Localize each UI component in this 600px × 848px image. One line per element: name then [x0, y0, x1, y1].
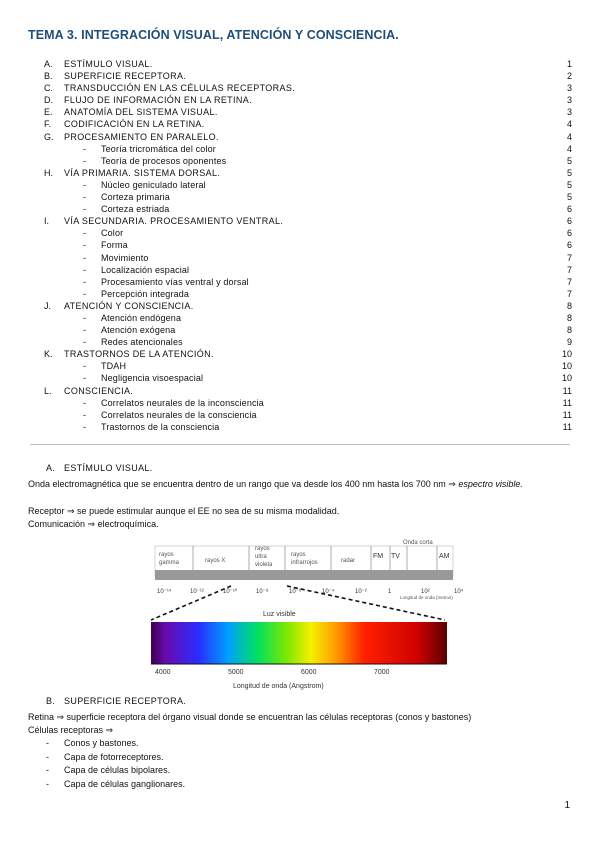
toc-item	[28, 131, 572, 143]
wavelength-tick: 10⁻¹⁰	[223, 589, 238, 595]
toc-text: TRANSDUCCIÓN EN LAS CÉLULAS RECEPTORAS.	[64, 83, 296, 94]
toc-marker: -	[83, 421, 86, 432]
toc-subitem	[28, 179, 572, 191]
toc-subitem	[28, 276, 572, 288]
toc-marker: L.	[44, 385, 52, 396]
toc-marker: D.	[44, 95, 53, 106]
toc-subitem	[28, 312, 572, 324]
page-number: 1	[564, 800, 570, 811]
band-label-fm: FM	[373, 553, 384, 560]
toc-text: Trastornos de la consciencia	[101, 421, 220, 432]
toc-text: Color	[101, 228, 124, 239]
toc-text: Redes atencionales	[101, 337, 183, 348]
toc-subitem	[28, 155, 572, 167]
section-letter: B.	[46, 696, 56, 706]
toc-text: Atención endógena	[101, 312, 182, 323]
toc-text: Procesamiento vías ventral y dorsal	[101, 276, 249, 287]
toc-marker: C.	[44, 83, 53, 94]
bullet-text: Capa de células ganglionares.	[64, 778, 186, 789]
band-label-gamma: rayos gamma	[159, 552, 180, 566]
bullet-text: Capa de fotorreceptores.	[64, 751, 164, 762]
toc-marker: B.	[44, 71, 53, 82]
bullet-text: Conos y bastones.	[64, 738, 139, 748]
toc-page-number: 4	[566, 119, 572, 130]
toc-marker: A.	[44, 59, 53, 69]
toc-text: Correlatos neurales de la consciencia	[101, 409, 257, 420]
toc-subitem	[28, 203, 572, 215]
section-b-heading	[46, 696, 186, 706]
spectrum-tick: 5000	[228, 669, 244, 676]
toc-page-number: 5	[566, 179, 572, 190]
toc-page-number: 3	[566, 95, 572, 106]
toc-text: Forma	[101, 240, 128, 251]
toc-page-number: 4	[566, 143, 572, 154]
toc-text: PROCESAMIENTO EN PARALELO.	[64, 131, 219, 142]
toc-marker: -	[83, 361, 86, 372]
toc-item	[28, 348, 572, 360]
toc-page-number: 11	[562, 409, 572, 420]
toc-marker: -	[83, 264, 86, 275]
toc-text: ATENCIÓN Y CONSCIENCIA.	[64, 300, 194, 311]
bullet-text: Capa de células bipolares.	[64, 765, 171, 775]
toc-marker: -	[83, 373, 86, 384]
luz-visible-label: Luz visible	[263, 611, 296, 618]
toc-page-number: 6	[566, 204, 572, 215]
electromagnetic-spectrum-figure	[145, 538, 465, 690]
toc-item	[28, 215, 572, 227]
toc-subitem	[28, 239, 572, 251]
bullet-item	[46, 738, 139, 748]
toc-text: ANATOMÍA DEL SISTEMA VISUAL.	[64, 107, 218, 118]
visible-spectrum-bar	[151, 622, 447, 664]
band-label-ir: rayos infrarrojos	[291, 552, 318, 566]
toc-text: Corteza estriada	[101, 204, 170, 215]
toc-marker: E.	[44, 107, 53, 118]
toc-text: Correlatos neurales de la inconsciencia	[101, 397, 264, 408]
band-scale-bar	[155, 570, 453, 580]
toc-marker: -	[83, 337, 86, 348]
toc-marker: -	[83, 204, 86, 215]
toc-page-number: 5	[566, 192, 572, 203]
toc-subitem	[28, 336, 572, 348]
toc-item	[28, 118, 572, 130]
toc-page-number: 11	[562, 397, 572, 408]
spectrum-axis-label: Longitud de onda (Angstrom)	[233, 683, 324, 690]
toc-marker: K.	[44, 349, 53, 360]
toc-marker: -	[83, 252, 86, 263]
toc-text: Atención exógena	[101, 325, 176, 336]
bullet-item	[46, 752, 164, 762]
spectrum-tick: 6000	[301, 669, 317, 676]
toc-subitem	[28, 324, 572, 336]
toc-text: ESTÍMULO VISUAL.	[64, 59, 153, 69]
toc-marker: -	[83, 325, 86, 336]
toc-text: VÍA SECUNDARIA. PROCESAMIENTO VENTRAL.	[64, 216, 284, 227]
toc-page-number: 5	[566, 155, 572, 166]
toc-marker: -	[83, 276, 86, 287]
separator-line	[30, 444, 570, 445]
toc-subitem	[28, 227, 572, 239]
toc-page-number: 7	[566, 288, 572, 299]
toc-item	[28, 385, 572, 397]
toc-text: SUPERFICIE RECEPTORA.	[64, 71, 187, 82]
toc-page-number: 10	[561, 373, 572, 384]
unit-label: Longitud de onda (metros)	[400, 595, 453, 600]
section-b-paragraph-2: Células receptoras ⇒	[28, 725, 114, 735]
wavelength-tick: 10⁻⁶	[289, 589, 302, 595]
toc-page-number: 6	[566, 240, 572, 251]
toc-marker: -	[83, 155, 86, 166]
toc-marker: -	[83, 397, 86, 408]
section-a-paragraph-1	[28, 478, 572, 491]
band-label-tv: TV	[391, 553, 400, 560]
section-a-paragraph-3: Comunicación ⇒ electroquímica.	[28, 519, 159, 529]
toc-page-number: 11	[562, 421, 572, 432]
toc-page-number: 7	[566, 252, 572, 263]
toc-page-number: 9	[566, 337, 572, 348]
toc-subitem	[28, 409, 572, 421]
wavelength-tick: 10⁴	[454, 589, 464, 595]
toc-subitem	[28, 288, 572, 300]
toc-page-number: 8	[566, 325, 572, 336]
section-letter: A.	[46, 463, 56, 473]
toc-page-number: 3	[566, 83, 572, 94]
bullet-item	[46, 765, 170, 775]
wavelength-tick: 10⁻⁸	[256, 589, 269, 595]
toc-text: Movimiento	[101, 252, 149, 263]
toc-text: Corteza primaria	[101, 192, 170, 203]
toc-page-number: 1	[566, 59, 572, 69]
bullet-dash: -	[46, 778, 49, 789]
section-b-paragraph-1: Retina ⇒ superficie receptora del órgano visual donde se encuentran las células receptoras (conos y bastones)	[28, 712, 472, 722]
toc-text: Teoría tricromática del color	[101, 143, 216, 154]
toc-page-number: 5	[566, 167, 572, 178]
wavelength-tick: 10⁻¹²	[190, 589, 204, 595]
toc-text: CONSCIENCIA.	[64, 385, 134, 396]
section-a-paragraph-2: Receptor ⇒ se puede estimular aunque el EE no sea de su misma modalidad.	[28, 506, 340, 516]
toc-page-number: 6	[566, 216, 572, 227]
toc-page-number: 3	[566, 107, 572, 118]
toc-text: VÍA PRIMARIA. SISTEMA DORSAL.	[64, 167, 221, 178]
toc-text: Núcleo geniculado lateral	[101, 179, 206, 190]
bullet-item	[46, 779, 185, 789]
toc-text: Localización espacial	[101, 264, 190, 275]
toc-marker: F.	[44, 119, 52, 130]
wavelength-tick: 10⁻¹⁴	[157, 589, 172, 595]
toc-page-number: 8	[566, 312, 572, 323]
toc-page-number: 11	[562, 385, 572, 396]
wavelength-tick: 10²	[421, 589, 430, 595]
toc-subitem	[28, 397, 572, 409]
toc-item	[28, 70, 572, 82]
toc-text: FLUJO DE INFORMACIÓN EN LA RETINA.	[64, 95, 252, 106]
toc-text: Negligencia visoespacial	[101, 373, 204, 384]
spectrum-tick: 7000	[374, 669, 390, 676]
toc-marker: -	[83, 409, 86, 420]
toc-subitem	[28, 191, 572, 203]
toc-text: TRASTORNOS DE LA ATENCIÓN.	[64, 349, 214, 360]
toc-marker: -	[83, 143, 86, 154]
onda-corta-label: Onda corta	[403, 540, 433, 546]
toc-marker: H.	[44, 167, 53, 178]
table-of-contents	[28, 58, 572, 433]
toc-marker: -	[83, 228, 86, 239]
toc-marker: I.	[44, 216, 50, 227]
band-label-am: AM	[439, 553, 450, 560]
toc-subitem	[28, 360, 572, 372]
paragraph-text: Onda electromagnética que se encuentra dentro de un rango que va desde los 400 nm hasta los 700 nm ⇒	[28, 479, 459, 489]
toc-marker: -	[83, 288, 86, 299]
band-label-x: rayos X	[205, 558, 226, 564]
toc-item	[28, 82, 572, 94]
toc-item	[28, 300, 572, 312]
toc-marker: -	[83, 240, 86, 251]
bullet-dash: -	[46, 751, 49, 762]
toc-item	[28, 167, 572, 179]
bullet-dash: -	[46, 765, 49, 775]
bullet-dash: -	[46, 738, 49, 748]
toc-subitem	[28, 372, 572, 384]
section-title: ESTÍMULO VISUAL.	[64, 463, 153, 473]
toc-text: CODIFICACIÓN EN LA RETINA.	[64, 119, 205, 130]
toc-marker: J.	[44, 300, 52, 311]
toc-subitem	[28, 264, 572, 276]
toc-item	[28, 106, 572, 118]
toc-item	[28, 94, 572, 106]
band-label-radar: radar	[341, 558, 356, 564]
page-title: TEMA 3. INTEGRACIÓN VISUAL, ATENCIÓN Y CONSCIENCIA.	[28, 28, 399, 42]
toc-marker: G.	[44, 131, 54, 142]
spectrum-tick: 4000	[155, 669, 171, 676]
toc-text: TDAH	[101, 361, 127, 372]
emphasis-text: espectro visible.	[458, 479, 523, 489]
toc-marker: -	[83, 179, 86, 190]
section-a-heading	[46, 463, 153, 473]
toc-subitem	[28, 143, 572, 155]
wavelength-tick: 10⁻²	[355, 589, 367, 595]
toc-page-number: 7	[566, 276, 572, 287]
toc-marker: -	[83, 312, 86, 323]
toc-page-number: 4	[566, 131, 572, 142]
toc-subitem	[28, 421, 572, 433]
toc-page-number: 7	[566, 264, 572, 275]
toc-page-number: 10	[561, 361, 572, 372]
band-label-uv: rayos ultra violeta	[255, 546, 273, 568]
toc-page-number: 2	[566, 71, 572, 82]
toc-page-number: 8	[566, 300, 572, 311]
wavelength-tick: 1	[388, 589, 392, 595]
wavelength-tick: 10⁻⁴	[322, 589, 335, 595]
toc-item	[28, 58, 572, 70]
toc-marker: -	[83, 192, 86, 203]
toc-text: Teoría de procesos oponentes	[101, 155, 227, 166]
toc-subitem	[28, 252, 572, 264]
spectrum-tick-labels	[155, 669, 390, 676]
section-title: SUPERFICIE RECEPTORA.	[64, 696, 187, 706]
toc-page-number: 10	[561, 349, 572, 360]
toc-text: Percepción integrada	[101, 288, 190, 299]
toc-page-number: 6	[566, 228, 572, 239]
